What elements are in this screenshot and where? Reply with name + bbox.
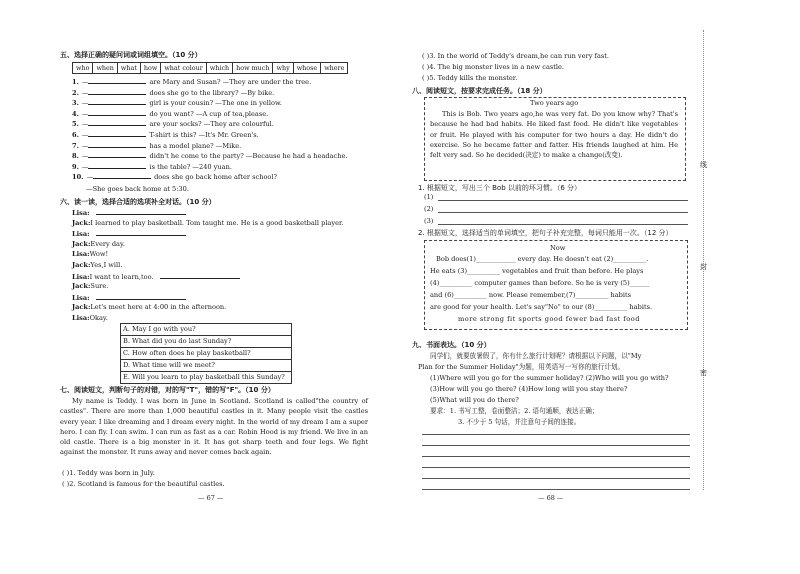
question-number: 3. — [72, 99, 79, 108]
fill-question — [72, 98, 282, 108]
question-text: is the table? —240 yuan. — [149, 162, 232, 171]
tf-item-3: ( )3. In the world of Teddy's dream,he can run very fast. — [422, 52, 610, 60]
answer-line: —She goes back home at 5:30. — [86, 185, 189, 193]
question-number: 9. — [72, 162, 79, 171]
answer-blank[interactable] — [88, 77, 146, 84]
story-text: This is Bob. Two years ago,he was very fat. Do you know why? That's because he had bad habits. He liked fast food. He didn't like vegetables or fruit. He played with his computer for two hours a day. He didn't do exercise. So he became fatter and fatter. His friends laughed at him. He felt very sad. So he decided(决定) to make a change(改变). — [430, 110, 678, 160]
dialog-text: Sure. — [90, 282, 109, 291]
now-line: are good for your health. Let's say"No" to our (8)__________ habits. — [430, 303, 653, 311]
fill-question — [72, 141, 241, 151]
dialog-text: I want to learn,too. — [89, 272, 154, 281]
speaker: Lisa: — [72, 293, 90, 302]
dialog-blank[interactable] — [160, 272, 240, 279]
option-d: D. What time will we meet? — [121, 360, 291, 372]
fill-question — [72, 77, 311, 87]
word-option: how much — [233, 63, 273, 73]
dash: — — [81, 120, 89, 129]
word-option: when — [93, 63, 117, 73]
question-number: 10. — [72, 173, 84, 182]
speaker: Jack: — [72, 261, 91, 269]
question-text: T-shirt is this? —It's Mr. Green's. — [149, 131, 259, 139]
section5-title: 五、选择正确的疑问词或词组填空。（10 分） — [60, 51, 202, 59]
question-text: do you want? —A cup of tea,please. — [149, 109, 269, 118]
answer-blank[interactable] — [88, 162, 146, 169]
section8-title: 八、阅读短文，按要求完成任务。（18 分） — [412, 87, 547, 95]
answer-blank[interactable] — [88, 141, 146, 148]
speaker: Jack: — [72, 218, 91, 227]
fill-question — [72, 88, 274, 98]
answer-blank[interactable] — [88, 119, 146, 126]
tf-item-1: ( )1. Teddy was born in July. — [62, 469, 155, 477]
dash: — — [81, 141, 89, 150]
page-number-right: — 68 — — [538, 494, 564, 502]
answer-blank[interactable] — [88, 130, 146, 137]
dash: — — [81, 152, 89, 161]
option-b: B. What did you do last Sunday? — [121, 336, 291, 348]
dialog-text: Let's meet here at 4:00 in the afternoon. — [90, 303, 227, 312]
dash: — — [81, 162, 89, 171]
answer-blank[interactable] — [93, 172, 151, 179]
dialog-text: Every day. — [90, 239, 125, 248]
dash: — — [81, 78, 89, 86]
word-option: which — [206, 63, 232, 73]
now-line: and (6)__________ now. Please remember,(7)__________ habits — [430, 291, 631, 299]
dialog-line — [72, 303, 226, 312]
section6-title: 六、读一读，选择合适的选项补全对话。（10 分） — [60, 198, 216, 206]
question-number: 8. — [72, 152, 79, 161]
question-number: 5. — [72, 120, 79, 129]
dialog-line — [72, 314, 108, 323]
answer-blank[interactable] — [88, 98, 146, 105]
word-option: why — [273, 63, 293, 73]
dialog-text: I learned to play basketball. Tom taught me. He is a good basketball player. — [90, 218, 344, 227]
binding-mark: 密 — [700, 369, 707, 377]
word-option: what colour — [161, 63, 206, 73]
question-text: didn't he come to the party? —Because he had a headache. — [149, 152, 348, 161]
speaker: Jack: — [72, 282, 91, 291]
dialog-line — [72, 282, 108, 291]
writing-question: (5)What will you do there? — [430, 396, 519, 404]
fill-question — [72, 162, 232, 172]
word-option: how — [140, 63, 160, 73]
option-e: E. Will you learn to play basketball this Sunday? — [123, 373, 285, 381]
fill-question — [72, 151, 347, 161]
dialog-text: Okay. — [89, 314, 108, 322]
dialog-blank[interactable] — [96, 229, 186, 236]
fill-question — [72, 172, 277, 182]
binding-mark: 线 — [700, 161, 707, 169]
question-text: are Mary and Susan? —They are under the tree. — [149, 78, 312, 86]
dash: — — [81, 88, 89, 97]
dialog-line — [72, 229, 186, 239]
fill-question — [72, 109, 268, 119]
writing-line[interactable] — [422, 456, 690, 457]
word-option: who — [76, 63, 90, 72]
word-bank: more strong fit sports good fewer bad fast food — [458, 315, 640, 323]
writing-line[interactable] — [422, 467, 690, 468]
writing-requirement: 要求：1. 书写工整，卷面整洁；2. 语句通顺，表达正确； — [430, 407, 599, 415]
answer-2-line — [438, 212, 688, 213]
dialog-blank[interactable] — [96, 208, 186, 215]
dialog-line — [72, 250, 108, 259]
question-text: has a model plane? —Mike. — [149, 141, 242, 150]
speaker: Lisa: — [72, 250, 90, 259]
story-title: Two years ago — [530, 99, 579, 107]
tf-item-4: ( )4. The big monster lives in a new castle. — [422, 63, 565, 71]
section7-title: 七、阅读短文，判断句子的对错，对的写"T"，错的写"F"。（10 分） — [60, 386, 275, 394]
fill-question — [72, 130, 259, 140]
dialog-line — [72, 208, 186, 218]
speaker: Lisa: — [72, 272, 90, 281]
writing-question: (3)How will you go there? (4)How long will you stay there? — [430, 385, 628, 393]
tf-item-5: ( )5. Teddy kills the monster. — [422, 74, 518, 82]
word-option: where — [321, 63, 348, 73]
now-title: Now — [550, 244, 566, 252]
section9-title: 九、书面表达。（10 分） — [412, 341, 491, 349]
passage-teddy: My name is Teddy. I was born in June in Scotland. Scotland is called"the country of castles". There are more than 1,000 beautiful castles in it. Many people visit the castles every year. I like dreaming and I dream every night. In the world of my dream I am a super hero. I can fly. I can swim. I can run as fast as a car. Robin Hood is my friend. We live in an old castle. There is a big monster in it. It has got sharp teeth and four legs. We fight against the monster. It runs away and never comes back again. — [60, 397, 368, 457]
speaker: Lisa: — [72, 314, 90, 322]
question-text: girl is your cousin? —The one in yellow. — [149, 99, 282, 108]
speaker: Lisa: — [72, 209, 90, 217]
answer-3-line — [438, 224, 688, 225]
writing-line[interactable] — [422, 478, 690, 479]
question-number: 7. — [72, 141, 79, 150]
writing-line[interactable] — [422, 489, 690, 490]
question-text: does she go to the library? —By bike. — [149, 88, 275, 97]
dash: — — [86, 173, 94, 182]
speaker: Jack: — [72, 303, 91, 312]
dialog-line — [72, 272, 240, 282]
dialog-text: Wow! — [89, 250, 109, 259]
writing-requirement: 3. 不少于 5 句话，并注意句子间的连接。 — [458, 418, 581, 426]
dialog-line — [72, 219, 344, 228]
writing-line[interactable] — [422, 434, 690, 435]
question-text: does she go back home after school? — [154, 173, 278, 182]
tf-item-2: ( )2. Scotland is famous for the beautiful castles. — [62, 480, 225, 488]
word-option: whose — [293, 63, 321, 73]
answer-2-label: (2) — [424, 205, 434, 213]
answer-3-label: (3) — [424, 217, 434, 225]
page-number-left: — 67 — — [198, 494, 224, 502]
writing-question: (1)Where will you go for the summer holiday? (2)Who will you go with? — [430, 374, 669, 382]
answer-blank[interactable] — [88, 88, 146, 95]
writing-intro: Plan for the Summer Holiday"为题，用英语写一写你的旅行计划。 — [418, 363, 625, 371]
question-text: are your socks? —They are colourful. — [149, 120, 274, 129]
answer-1-label: (1) — [424, 193, 434, 201]
answer-blank[interactable] — [88, 109, 146, 116]
now-line: (4)__________ computer games than before. So he is very (5)______ — [430, 279, 650, 287]
dash: — — [81, 109, 89, 118]
answer-1-line — [438, 200, 688, 201]
dash: — — [81, 131, 89, 139]
question-number: 2. — [72, 88, 79, 97]
now-line: He eats (3)__________ vegetables and fruit than before. He plays — [430, 267, 644, 275]
writing-line[interactable] — [422, 445, 690, 446]
options-box — [120, 323, 292, 384]
dialog-text: Yes,I will. — [90, 261, 123, 269]
question-1: 1. 根据短文，写出三个 Bob 以前的坏习惯。（6 分） — [418, 184, 582, 192]
right-page — [400, 0, 800, 574]
dialog-line — [72, 240, 125, 249]
binding-line — [703, 30, 704, 490]
dash: — — [81, 99, 89, 108]
answer-blank[interactable] — [88, 151, 146, 158]
writing-intro: 同学们，就要放暑假了，你有什么旅行计划呢？请根据以下问题，以"My — [430, 352, 642, 360]
option-a: A. May I go with you? — [121, 324, 291, 336]
question-number: 1. — [72, 78, 79, 86]
dialog-blank[interactable] — [96, 293, 186, 300]
option-c: C. How often does he play basketball? — [121, 348, 291, 360]
question-number: 4. — [72, 109, 79, 118]
speaker: Lisa: — [72, 230, 90, 239]
now-line: Bob does(1)____________ every day. He doesn't eat (2)__________. — [436, 255, 649, 263]
question-number: 6. — [72, 131, 79, 139]
binding-mark: 封 — [700, 263, 707, 271]
speaker: Jack: — [72, 239, 91, 248]
word-option: what — [117, 63, 140, 73]
fill-question — [72, 119, 274, 129]
dialog-line — [72, 293, 186, 303]
word-box — [72, 62, 348, 74]
question-2: 2. 根据短文，选择适当的单词填空，把句子补充完整，每词只能用一次。（12 分） — [418, 229, 673, 237]
dialog-line — [72, 261, 122, 270]
